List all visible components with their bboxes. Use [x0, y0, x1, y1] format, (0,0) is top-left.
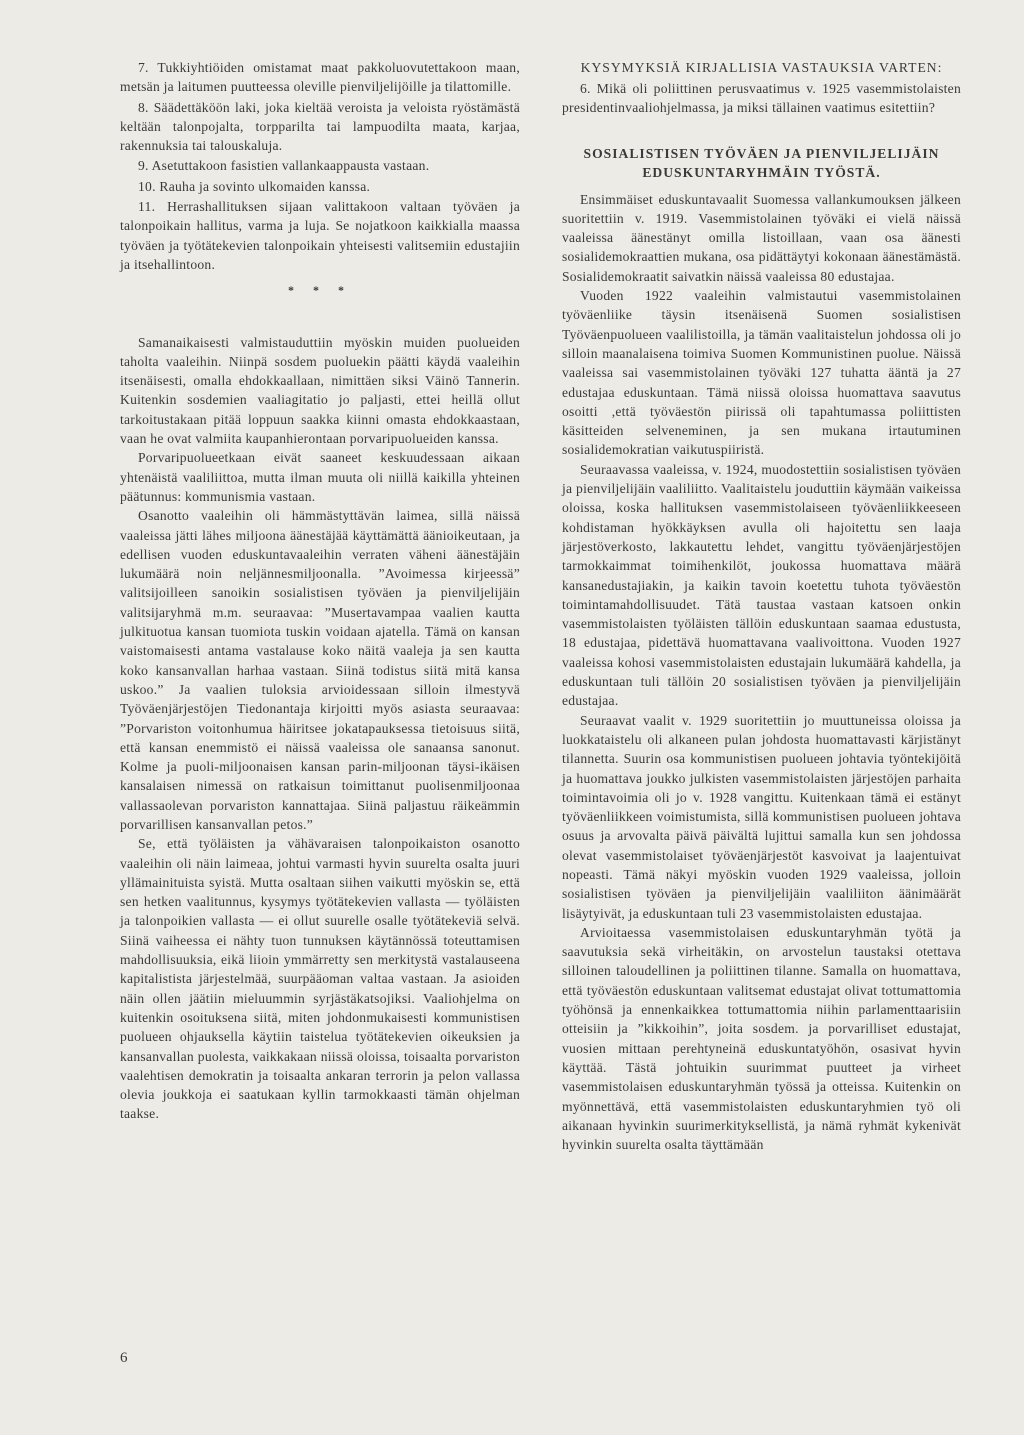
body-paragraph: Arvioitaessa vasemmistolaisen eduskuntaryhmän työtä ja saavutuksia sekä virheitäkin, on arvostelun taustaksi otettava silloinen taloudellinen ja poliittinen tilanne. Samalla on huomattava, että työväestön eduskuntaan valitsemat edustajat olivat tottumattomia työhönsä ja ennenkaikkea tottumattomia niihin parlamenttaarisiin otteisiin ja ”kikkoihin”, joita sosdem. ja porvarilliset edustajat, vuosien mittaan perehtyneinä eduskuntatyöhön, osasivat hyvin käyttää. Tästä johtuikin suurimmat puutteet ja virheet vasemmistolaisen eduskuntaryhmän työssä ja otteissa. Kuitenkin on myönnettävä, että vasemmistolaisten eduskuntaryhmien työ oli aikanaan hyvinkin suurimerkityksellistä, ja nämä ryhmät kykenivät hyvinkin suurelta osalta täyttämään — [562, 924, 961, 1153]
body-paragraph: Seuraavat vaalit v. 1929 suoritettiin jo muuttuneissa oloissa ja luokkataistelu oli alkaneen pulan johdosta huomattavasti kärjistänyt tilannetta. Suurin osa kommunistisen puolueen johtavia työntekijöitä ja huomattava joukko julkisten vasemmistolaisten järjestöjen parhaita toimintavoimia oli jo v. 1928 vangittu. Kuitenkaan tämä ei estänyt työväenliikkeen voimistumista, sillä kommunistisen puolueen johtava osuus ja arvovalta päivä päivältä lujittui samalla kun sen johdossa olevat vasemmistolaiset työväenjärjestöt kasvoivat ja laajentuivat nopeasti. Tämä näkyi myöskin vuoden 1929 vaaleissa, jolloin sosialistisen työväen ja pienviljelijäin vaaliliiton äänimäärät lisäytyivät, ja eduskuntaan tuli 23 vasemmistolaisten edustajaa. — [562, 712, 961, 921]
list-item: 11. Herrashallituksen sijaan valittakoon valtaan työväen ja talonpoikain hallitus, varma ja luja. Se nojatkoon kaikkialla maassa työväen ja työtätekevien talonpoikain yhteisesti valitsemiin edustajiin ja itsehallintoon. — [120, 199, 520, 272]
body-paragraph: Se, että työläisten ja vähävaraisen talonpoikaiston osanotto vaaleihin oli näin laimeaa, johtui varmasti hyvin suurelta osalta juuri yllämainituista syistä. Mutta osaltaan siihen vaikutti myöskin se, että sen hetken vaalitunnus, kysymys työtätekevien vallasta — työläisten ja talonpoikien vallasta — ei ollut suurelle osalle työtätekeviä selvä. Siinä vaiheessa ei nähty tuon tunnuksen käytännössä toteuttamisen mahdollisuuksia, eikä liioin ymmärretty sen merkitystä vastalauseena kapitalistista järjestelmää, suurpääoman valtaa vastaan. Ja asioiden näin ollen jäätiin mieluummin syrjästäkatsojiksi. Vaaliohjelma on kuitenkin osoituksena siitä, miten johdonmukaisesti kommunistisen puolueen ohjauksella käytiin taistelua työtätekevien oikeuksien ja kansanvallan puolesta, vaikkakaan niissä oloissa, toisaalta porvariston vaalehtisen demokratin ja toisaalta ankaran terrorin ja pelon vallassa olevia joukkoja ei saatukaan kyllin tarmokkaasti tämän ohjelman taakse. — [120, 836, 520, 1122]
section-separator: * * * — [288, 283, 352, 298]
body-paragraph: Samanaikaisesti valmistauduttiin myöskin muiden puolueiden taholta vaaleihin. Niinpä sosdem puoluekin päätti käydä vaaleihin itsenäisesti, omalla ehdokkaallaan, nimittäen siksi Väinö Tannerin. Kuitenkin sosdemien vaaliagitatio jo paljasti, ettei heillä ollut tarkoitustakaan pitää loppuun saakka kiinni omasta ehdokkaastaan, vaan he ovat valmiita kaupanhierontaan porvaripuolueiden kanssa. — [120, 334, 520, 447]
spacer — [562, 118, 961, 138]
question-text: 6. Mikä oli poliittinen perusvaatimus v. 1925 vasemmistolaisten presidentinvaaliohjelmassa, ja miksi tällainen vaatimus esitettiin? — [562, 81, 961, 116]
body-paragraph: Seuraavassa vaaleissa, v. 1924, muodostettiin sosialistisen työväen ja pienviljelijäin vaaliliitto. Vaalitaistelu jouduttiin käymään vaikeissa oloissa, koska hallituksen vasemmistolaiseen työväenliikkeeseen kohdistaman hyökkäyksen avulla oli hajoitettu sen laaja järjestöverkosto, lakkautettu lehdet, vangittu työväenjärjestöjen tarmokkaimmat toimihenkilöt, joukossa huomattava määrä kansanedustajiakin, ja kaikin tavoin koetettu tuhota työväestön toimintamahdollisuudet. Tätä taustaa vastaan katsoen onkin vasemmistolaisten työläisten tällöin eduskuntaan saamaa edustusta, 18 edustajaa, pidettävä huomattavana vaalivoittona. Vuoden 1927 vaaleissa kohosi vasemmistolaisten edustajain lukumäärä kahdella, ja eduskuntaan tuli tällöin 20 sosialistisen työväen ja pienviljelijäin edustajaa. — [562, 461, 961, 709]
right-column — [562, 58, 961, 1154]
list-item: 9. Asetuttakoon fasistien vallankaappausta vastaan. — [138, 158, 430, 174]
body-paragraph: Porvaripuolueetkaan eivät saaneet keskuudessaan aikaan yhtenäistä vaaliliittoa, mutta ilman muuta oli niillä kaikilla yhteinen päätunnus: kommunismia vastaan. — [120, 450, 520, 504]
left-column — [120, 58, 520, 1124]
section-heading: SOSIALISTISEN TYÖVÄEN JA PIENVILJELIJÄIN EDUSKUNTARYHMÄIN TYÖSTÄ. — [583, 145, 940, 180]
body-paragraph: Vuoden 1922 vaaleihin valmistautui vasemmistolainen työväenliike täysin itsenäisenä Suomen sosialistisen Työväenpuolueen vaalilistoilla, ja tämän vaalitaistelun johdossa oli jo silloin maanalaisena toimiva Suomen Kommunistinen puolue. Näissä vaaleissa sai vasemmistolainen työväki 127 tuhatta ääntä ja 27 edustajaa eduskuntaan. Tämä niissä oloissa huomattava saavutus osoitti ,että työväestön piirissä oli tapahtumassa poliittisten käsitteiden selveneminen, ja sen mukana irtautuminen sosialidemokratian vaikutuspiiristä. — [562, 288, 961, 458]
list-item: 7. Tukkiyhtiöiden omistamat maat pakkoluovutettakoon maan, metsän ja laitumen puutteessa oleville pienviljelijöille ja tilattomille. — [120, 60, 520, 95]
body-paragraph: Osanotto vaaleihin oli hämmästyttävän laimea, sillä näissä vaaleissa jätti lähes miljoona äänestäjää käyttämättä äänioikeutaan, ja edellisen vuoden eduskuntavaaleihin verraten väheni äänestäjäin lukumäärä noin neljännesmiljoonalla. ”Avoimessa kirjeessä” valitsijoilleen sanoikin sosialistisen työväen ja pienviljelijäin valitsijaryhmä m.m. seuraavaa: ”Musertavampaa vaalien kautta julkituotua kansan tuomiota tuskin voidaan ajatella. Tämä on kansan vaistomaisesti antama vastalause koko näitä vaaleja ja sen kautta koko kansanvallan harhaa vastaan. Siinä todistus siitä mitä kansa uskoo.” Ja vaalien tuloksia arvioidessaan silloin ilmestyvä Työväenjärjestöjen Tiedonantaja kirjoitti myös asiasta seuraavaa: ”Porvariston voitonhumua häiritsee jokatapauksessa tietoisuus siitä, että kansan enemmistö ei näissä vaaleissa ole sanaansa sanonut. Kolme ja puoli-miljoonaisen kansan parin-miljoonan täysi-ikäisen kansalaisen nimessä on ratkaisun toimittanut puolisenmiljoonaa vallassaolevan porvariston kannattajaa. Siinä paljastuu räikeämmin porvarillisen kansanvallan petos.” — [120, 508, 520, 832]
question-heading: KYSYMYKSIÄ KIRJALLISIA VASTAUKSIA VARTEN: — [580, 60, 943, 75]
list-item: 8. Säädettäköön laki, joka kieltää veroista ja veloista ryöstämästä keltään talonpojalta, torpparilta tai lampuodilta maata, karjaa, rakennuksia tai talouskaluja. — [120, 99, 520, 154]
spacer — [120, 313, 520, 333]
page-number: 6 — [120, 1350, 128, 1366]
list-item: 10. Rauha ja sovinto ulkomaiden kanssa. — [138, 178, 371, 194]
body-paragraph: Ensimmäiset eduskuntavaalit Suomessa vallankumouksen jälkeen suoritettiin v. 1919. Vasemmistolainen työväki ei vielä näissä vaaleissa äänestänyt omilla listoillaan, vaan osa äänesti sosialidemokraattien mukana, osa pidättäytyi kokonaan äänestämästä. Sosialidemokraatit saivatkin näissä vaaleissa 80 edustajaa. — [562, 191, 961, 284]
